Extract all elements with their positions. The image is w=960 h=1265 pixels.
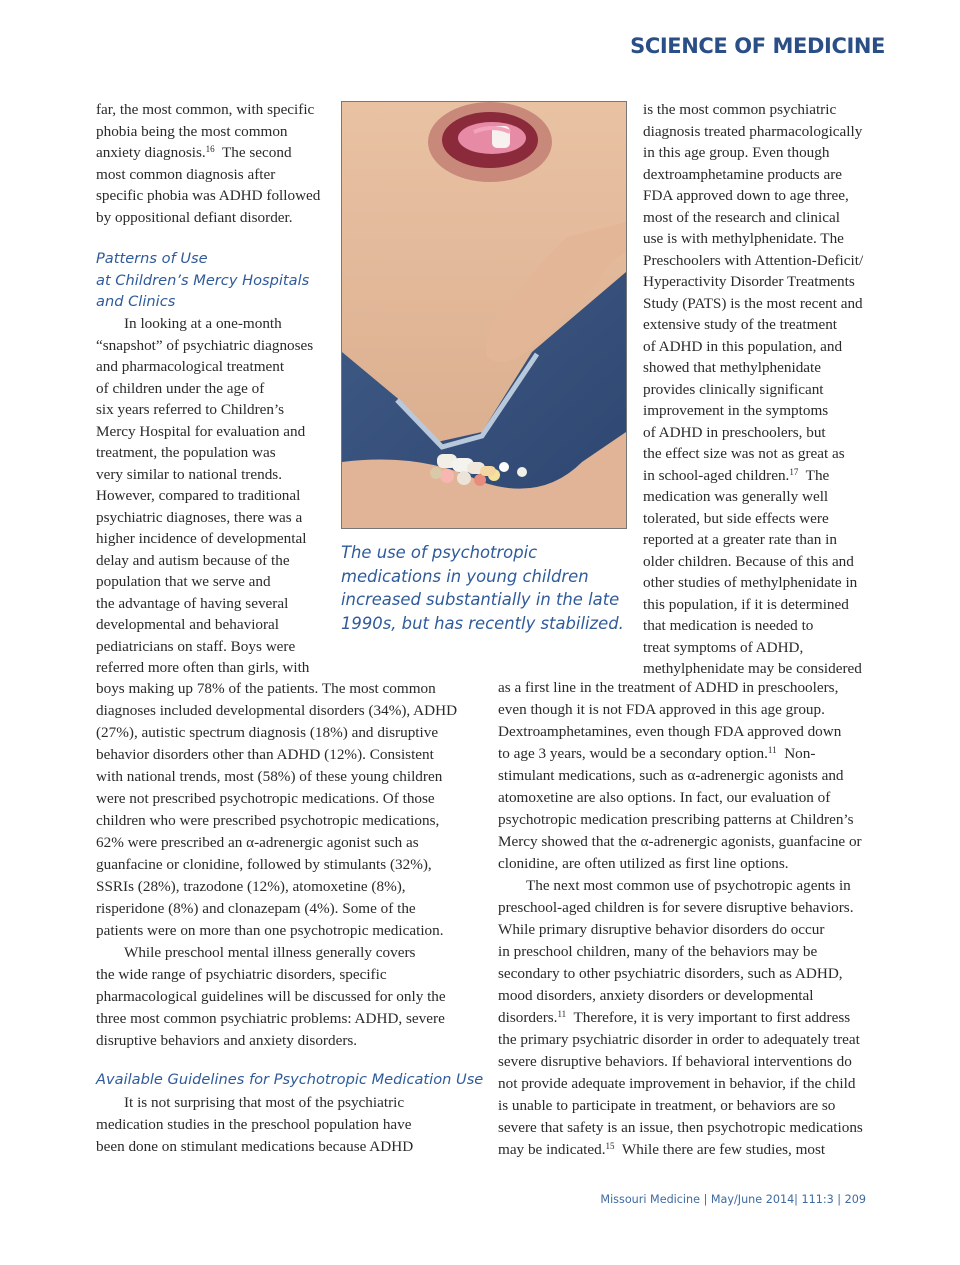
text-line: While preschool mental illness generally covers xyxy=(124,944,416,961)
text-line: that medication is needed to xyxy=(643,617,814,634)
text-line xyxy=(643,465,829,487)
child-taking-pills-image xyxy=(342,102,626,528)
text-line: medication studies in the preschool population have xyxy=(96,1116,412,1133)
caption-line: The use of psychotropic xyxy=(341,543,538,562)
text-line: “snapshot” of psychiatric diagnoses xyxy=(96,336,314,354)
text-line: provides clinically significant xyxy=(643,380,824,398)
text-line: improvement in the symptoms xyxy=(643,402,829,419)
text-line: atomoxetine are also options. In fact, our evaluation of xyxy=(498,789,831,806)
text-line: very similar to national trends. xyxy=(96,465,283,483)
text-line: boys making up 78% of the patients. The most common xyxy=(96,680,436,697)
text-line: pharmacological guidelines will be discussed for only the xyxy=(96,988,446,1005)
text-line: diagnosis treated pharmacologically xyxy=(643,122,863,140)
text-line xyxy=(96,142,292,164)
text-line: with national trends, most (58%) of these young children xyxy=(96,768,443,785)
text-line: this population, if it is determined xyxy=(643,595,849,613)
text-line: reported at a greater rate than in xyxy=(643,531,837,548)
figure-caption xyxy=(341,541,631,635)
text-line: by oppositional defiant disorder. xyxy=(96,208,293,226)
text-line: However, compared to traditional xyxy=(96,487,301,504)
text-line-end: The second xyxy=(214,144,292,161)
text-line-start: in school-aged children. xyxy=(643,466,790,484)
citation-superscript: 11 xyxy=(767,745,777,755)
text-line: higher incidence of developmental xyxy=(96,530,307,547)
text-line: the wide range of psychiatric disorders, specific xyxy=(96,966,387,983)
text-line: extensive study of the treatment xyxy=(643,316,838,333)
text-line: Preschoolers with Attention-Deficit/ xyxy=(643,251,864,269)
text-line: the effect size was not as great as xyxy=(643,445,845,462)
text-line: FDA approved down to age three, xyxy=(643,187,849,204)
page-footer: Missouri Medicine | May/June 2014| 111:3 | 209 xyxy=(600,1193,866,1206)
text-line-start: anxiety diagnosis. xyxy=(96,144,206,161)
text-line: psychiatric diagnoses, there was a xyxy=(96,508,303,526)
text-line-start: may be indicated. xyxy=(498,1141,606,1158)
text-line: Hyperactivity Disorder Treatments xyxy=(643,273,855,290)
text-line: of ADHD in preschoolers, but xyxy=(643,423,826,441)
text-line: three most common psychiatric problems: ADHD, severe xyxy=(96,1010,445,1027)
text-line: specific phobia was ADHD followed xyxy=(96,187,321,204)
text-line: referred more often than girls, with xyxy=(96,659,310,676)
text-line: SSRIs (28%), trazodone (12%), atomoxetine (8%), xyxy=(96,878,406,895)
text-line: and pharmacological treatment xyxy=(96,358,285,375)
text-line: treat symptoms of ADHD, xyxy=(643,638,804,656)
text-line: dextroamphetamine products are xyxy=(643,165,843,183)
text-line: other studies of methylphenidate in xyxy=(643,574,858,591)
text-line: is the most common psychiatric xyxy=(643,101,837,118)
text-line: been done on stimulant medications because ADHD xyxy=(96,1138,414,1155)
text-line: patients were on more than one psychotropic medication. xyxy=(96,922,444,939)
text-line: mood disorders, anxiety disorders or developmental xyxy=(498,987,814,1004)
text-line xyxy=(498,743,815,765)
text-line xyxy=(498,1139,825,1161)
text-line-end: While there are few studies, most xyxy=(614,1141,826,1158)
text-line: severe that safety is an issue, then psychotropic medications xyxy=(498,1119,863,1136)
text-line: medication was generally well xyxy=(643,488,829,505)
text-line: pediatricians on staff. Boys were xyxy=(96,637,296,655)
text-line: clonidine, are often utilized as first line options. xyxy=(498,855,789,872)
text-line: stimulant medications, such as α-adrenergic agonists and xyxy=(498,767,844,784)
caption-line: medications in young children xyxy=(341,566,589,586)
text-line: in preschool children, many of the behaviors may be xyxy=(498,943,818,960)
section-heading: at Children’s Mercy Hospitals xyxy=(96,271,310,289)
text-line: the advantage of having several xyxy=(96,594,289,612)
text-line: The next most common use of psychotropic agents in xyxy=(526,877,851,894)
figure-photo xyxy=(341,101,627,529)
text-line: most of the research and clinical xyxy=(643,208,840,226)
text-line: treatment, the population was xyxy=(96,444,276,461)
text-line: developmental and behavioral xyxy=(96,616,280,633)
text-line: 62% were prescribed an α-adrenergic agonist such as xyxy=(96,834,419,851)
text-line: showed that methylphenidate xyxy=(643,359,821,376)
text-line-end: The xyxy=(798,466,830,484)
text-line: phobia being the most common xyxy=(96,122,288,140)
section-heading: Patterns of Use xyxy=(96,250,208,267)
section-heading: and Clinics xyxy=(96,293,176,310)
text-line: far, the most common, with specific xyxy=(96,101,315,118)
text-line: behavior disorders other than ADHD (12%). Consistent xyxy=(96,746,434,763)
text-line: of children under the age of xyxy=(96,379,265,397)
text-line: Mercy Hospital for evaluation and xyxy=(96,422,306,440)
text-line: as a first line in the treatment of ADHD in preschoolers, xyxy=(498,679,839,696)
text-line: delay and autism because of the xyxy=(96,551,290,569)
citation-superscript: 15 xyxy=(605,1141,615,1151)
text-line-start: disorders. xyxy=(498,1009,558,1026)
text-line: use is with methylphenidate. The xyxy=(643,230,844,247)
text-line-end: Non- xyxy=(776,745,816,762)
text-line: It is not surprising that most of the psychiatric xyxy=(124,1094,405,1111)
section-title: SCIENCE OF MEDICINE xyxy=(630,34,885,58)
text-line: In looking at a one-month xyxy=(124,315,282,332)
text-line: secondary to other psychiatric disorders, such as ADHD, xyxy=(498,965,843,982)
text-line: Dextroamphetamines, even though FDA approved down xyxy=(498,723,842,740)
text-line: Study (PATS) is the most recent and xyxy=(643,294,863,312)
text-line: While primary disruptive behavior disorders do occur xyxy=(498,921,825,938)
citation-superscript: 16 xyxy=(205,144,215,154)
citation-superscript: 11 xyxy=(557,1009,567,1019)
text-line: is unable to participate in treatment, or behaviors are so xyxy=(498,1097,836,1114)
text-line: (27%), autistic spectrum diagnosis (18%) and disruptive xyxy=(96,724,439,741)
text-line: Mercy showed that the α-adrenergic agonists, guanfacine or xyxy=(498,833,862,850)
caption-line: increased substantially in the late xyxy=(341,590,620,609)
text-line: risperidone (8%) and clonazepam (4%). Some of the xyxy=(96,900,416,917)
text-line-end: Therefore, it is very important to first address xyxy=(566,1009,851,1026)
section-heading: Available Guidelines for Psychotropic Medication Use xyxy=(96,1071,484,1088)
text-line: psychotropic medication prescribing patterns at Children’s xyxy=(498,811,854,828)
text-line: diagnoses included developmental disorders (34%), ADHD xyxy=(96,702,458,719)
text-line xyxy=(498,1007,850,1029)
text-line: most common diagnosis after xyxy=(96,165,276,183)
text-line: guanfacine or clonidine, followed by stimulants (32%), xyxy=(96,856,432,873)
text-line: not provide adequate improvement in behavior, if the child xyxy=(498,1075,856,1092)
text-line: population that we serve and xyxy=(96,573,271,590)
text-line: of ADHD in this population, and xyxy=(643,337,843,355)
text-line-start: to age 3 years, would be a secondary option. xyxy=(498,745,768,762)
text-line: children who were prescribed psychotropic medications, xyxy=(96,812,440,829)
text-line: preschool-aged children is for severe disruptive behaviors. xyxy=(498,899,854,916)
text-line: tolerated, but side effects were xyxy=(643,509,829,527)
text-line: in this age group. Even though xyxy=(643,144,830,161)
text-line: severe disruptive behaviors. If behavioral interventions do xyxy=(498,1053,852,1070)
text-line: methylphenidate may be considered xyxy=(643,660,862,677)
text-line: disruptive behaviors and anxiety disorders. xyxy=(96,1032,358,1049)
text-line: six years referred to Children’s xyxy=(96,401,285,418)
text-line: the primary psychiatric disorder in order to adequately treat xyxy=(498,1031,860,1048)
text-line: older children. Because of this and xyxy=(643,552,854,570)
text-line: even though it is not FDA approved in this age group. xyxy=(498,701,825,718)
citation-superscript: 17 xyxy=(789,466,799,477)
text-line: were not prescribed psychotropic medications. Of those xyxy=(96,790,435,807)
caption-line: 1990s, but has recently stabilized. xyxy=(341,613,624,633)
